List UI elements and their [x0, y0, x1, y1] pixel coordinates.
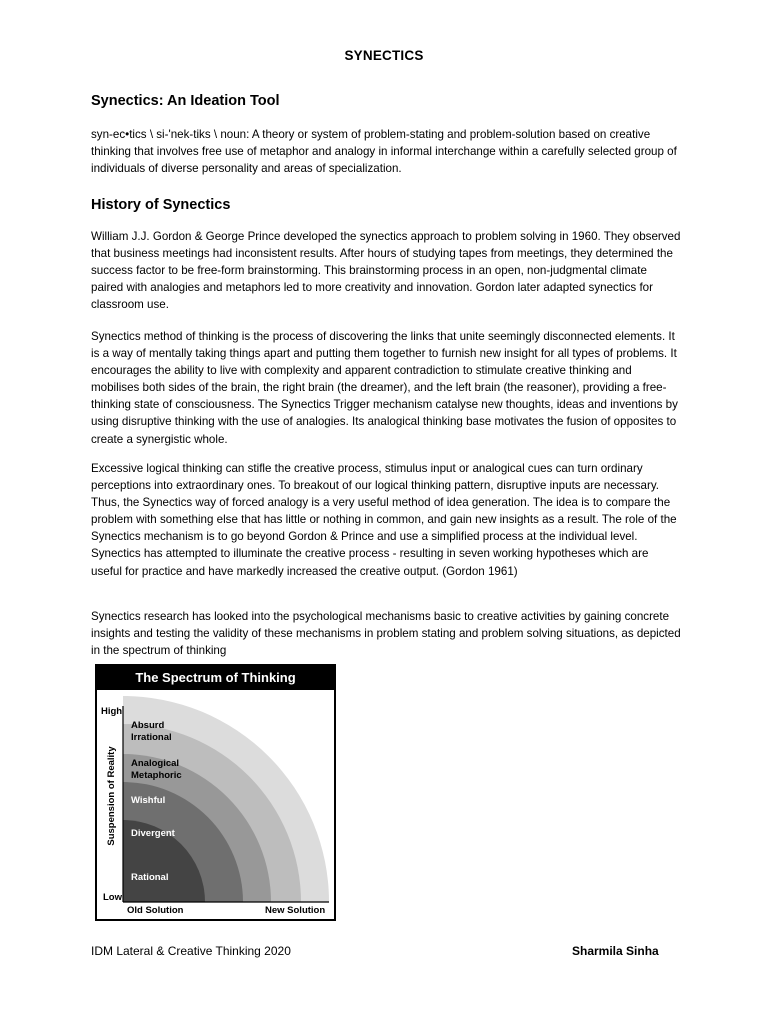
x-right-label: New Solution	[265, 905, 326, 916]
band-label-divergent: Divergent	[131, 828, 175, 839]
spectrum-diagram	[97, 666, 334, 919]
band-label-analogical-metaphoric: Metaphoric	[131, 770, 182, 781]
spectrum-of-thinking-figure	[95, 664, 336, 921]
section-heading-history: History of Synectics	[91, 197, 231, 213]
footer-author: Sharmila Sinha	[572, 944, 659, 958]
y-low-label: Low	[103, 892, 122, 903]
history-paragraph-3: Excessive logical thinking can stifle the creative process, stimulus input or analogical cues can turn ordinary perceptions into extraordinary ones. To breakout of our logical thinking pattern, disruptive inputs are necessary. Thus, the Synectics way of forced analogy is a very useful method of idea generation. The idea is to compare the problem with something else that has little or nothing in common, and gain new insights as a result. The role of the Synectics mechanism is to go beyond Gordon & Prince and use a simplified process at the individual level. Synectics has attempted to illuminate the creative process - resulting in seven working hypotheses which are useful for practice and have markedly increased the creative output. (Gordon 1961)	[91, 462, 677, 578]
band-label-absurd-irrational: Irrational	[131, 732, 172, 743]
history-paragraph-1: William J.J. Gordon & George Prince developed the synectics approach to problem solving in 1960. They observed that business meetings had inconsistent results. After hours of studying tapes from meetings, they determined the success factor to be free-form brainstorming. This brainstorming process in an open, non-judgmental climate paired with analogies and metaphors led to more creativity and innovation. Gordon later adapted synectics for classroom use.	[91, 230, 681, 312]
band-label-rational: Rational	[131, 872, 169, 883]
y-high-label: High	[101, 706, 123, 717]
page-title: SYNECTICS	[344, 48, 424, 63]
definition-paragraph: syn-ec•tics \ si-'nek-tiks \ noun: A theory or system of problem-stating and problem-solution based on creative thinking that involves free use of metaphor and analogy in informal interchange within a carefully selected group of individuals of diverse personality and areas of specialization.	[91, 128, 677, 176]
y-axis-label: Suspension of Reality	[106, 746, 117, 846]
history-paragraph-2: Synectics method of thinking is the process of discovering the links that unite seemingly disconnected elements. It is a way of mentally taking things apart and putting them together to furnish new insight for all types of problems. It encourages the ability to live with complexity and apparent contradiction to stimulate creative thinking and mobilises both sides of the brain, the right brain (the dreamer), and the left brain (the reasoner), providing a free-thinking state of consciousness. The Synectics Trigger mechanism catalyse new thoughts, ideas and inventions by using disruptive thinking with the use of analogies. Its analogical thinking base motivates the fusion of opposites to create a synergistic whole.	[91, 330, 678, 446]
x-left-label: Old Solution	[127, 905, 184, 916]
history-paragraph-4: Synectics research has looked into the psychological mechanisms basic to creative activities by gaining concrete insights and testing the validity of these mechanisms in problem stating and problem solving situations, as depicted in the spectrum of thinking	[91, 610, 681, 658]
section-heading-ideation-tool: Synectics: An Ideation Tool	[91, 93, 280, 109]
footer-course: IDM Lateral & Creative Thinking 2020	[91, 944, 291, 958]
band-label-absurd-irrational: Absurd	[131, 720, 165, 731]
figure-title: The Spectrum of Thinking	[97, 666, 334, 690]
band-label-analogical-metaphoric: Analogical	[131, 758, 180, 769]
band-label-wishful: Wishful	[131, 795, 166, 806]
